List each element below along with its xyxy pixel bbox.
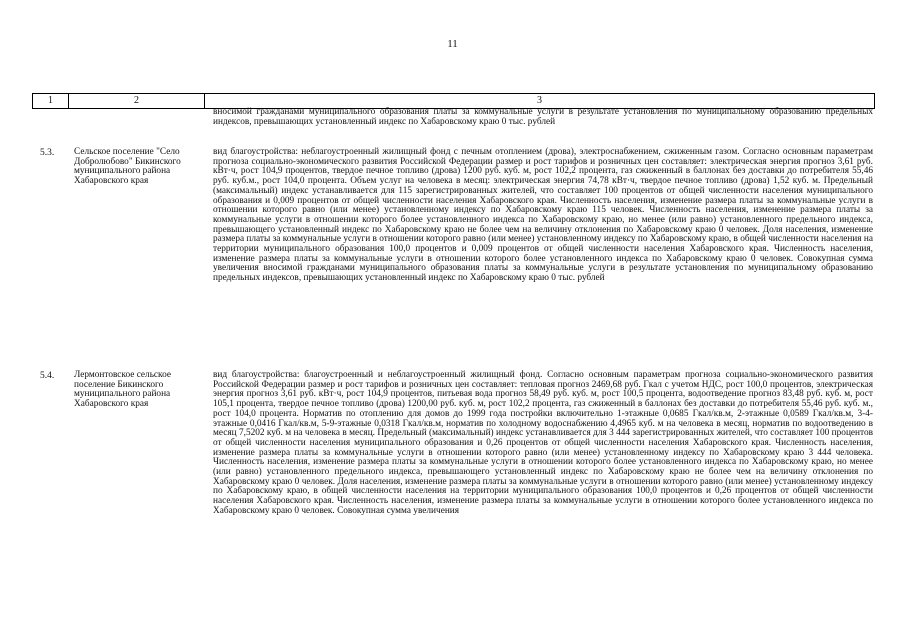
page-number: 11 [447, 38, 458, 50]
row-number: 5.4. [40, 371, 55, 381]
continuation-text: вносимой гражданами муниципального образования платы за коммунальные услуги в результате установления по муниципальному образованию предельных индексов, превышающих установленный индекс по Хабаровскому краю 0 тыс. рублей [213, 107, 873, 127]
row-number: 5.3. [40, 148, 55, 158]
column-header-1: 1 [33, 94, 69, 108]
column-header-3: 3 [537, 95, 542, 106]
row-description: вид благоустройства: неблагоустроенный жилищный фонд с печным отоплением (дрова), электроснабжением, сжиженным газом. Согласно основным параметрам прогноза социально-экономического развития Российской Федерации размер и рост тарифов и розничных цен составляет: электрическая энергия прогноз 3,61 руб. кВт·ч, рост 104,9 процентов, твердое печное топливо (дрова) 1200 руб. куб. м, рост 102,2 процента, газ сжиженный в баллонах без доставки до потребителя 55,46 руб. куб.м., рост 104,0 процента. Объем услуг на человека в месяц: электрическая энергия 74,78 кВт·ч, твердое печное топливо (дрова) 1,52 куб. м. Предельный (максимальный) индекс устанавливается для 115 зарегистрированных жителей, что составляет 100 процентов от общей численности населения муниципального образования и 0,009 процентов от общей численности населения Хабаровского края. Численность населения, изменение размера платы за коммунальные услуги в отношении которого равно (или менее) установленному индексу по Хабаровскому краю 115 человек. Численность населения, изменение размера платы за коммунальные услуги в отношении которого более установленного индекса по Хабаровскому краю, но менее (или равно) установленного предельного индекса, превышающего установленный индекс по Хабаровскому краю не более чем на величину отклонения по Хабаровскому краю 0 человек. Доля населения, изменение размера платы за коммунальные услуги в отношении которого равно (или менее) установленному индексу по Хабаровскому краю, в общей численности населения на территории муниципального образования 100,0 процентов и 0,009 процентов от общей численности населения Хабаровского края. Численность населения, изменение размера платы за коммунальные услуги в отношении которого более установленного индекса по Хабаровскому краю 0 человек. Совокупная сумма увеличения вносимой гражданами муниципального образования платы за коммунальные услуги в результате установления по муниципальному образованию предельных индексов, превышающих установленный индекс по Хабаровскому краю 0 тыс. рублей [213, 147, 873, 284]
column-header-2: 2 [69, 94, 205, 108]
municipality-name: Лермонтовское сельское поселение Бикинского муниципального района Хабаровского края [74, 370, 171, 410]
municipality-name: Сельское поселение "Село Добролюбово" Бикинского муниципального района Хабаровского края [74, 147, 181, 187]
row-description: вид благоустройства: благоустроенный и неблагоустроенный жилищный фонд. Согласно основным параметрам прогноза социально-экономического развития Российской Федерации размер и рост тарифов и розничных цен составляет: тепловая прогноз 2469,68 руб. Гкал с учетом НДС, рост 100,0 процентов, электрическая энергия прогноз 3,61 руб. кВт·ч, рост 104,9 процентов, питьевая вода прогноз 58,49 руб. куб. м, рост 100,5 процента, водоотведение прогноз 83,48 руб. куб. м, рост 105,1 процента, твердое печное топливо (дрова) 1200,00 руб. куб. м, рост 102,2 процента, газ сжиженный в баллонах без доставки до потребителя 55,46 руб. куб. м., рост 104,0 процента. Норматив по отоплению для домов до 1999 года постройки включительно 1-этажные 0,0685 Гкал/кв.м, 2-этажные 0,0589 Гкал/кв.м, 3-4-этажные 0,0416 Гкал/кв.м, 5-9-этажные 0,0318 Гкал/кв.м, норматив по холодному водоснабжению 4,4965 куб. м на человека в месяц, норматив по водоотведению в месяц 7,5202 куб. м на человека в месяц. Предельный (максимальный) индекс устанавливается для 3 444 зарегистрированных жителей, что составляет 100 процентов от общей численности населения муниципального образования и 0,26 процентов от общей численности населения Хабаровского края. Численность населения, изменение размера платы за коммунальные услуги в отношении которого равно (или менее) установленному индексу по Хабаровскому краю 3 444 человека. Численность населения, изменение размера платы за коммунальные услуги в отношении которого более установленного индекса по Хабаровскому краю, но менее (или равно) установленного предельного индекса, превышающего установленный индекс по Хабаровскому краю не более чем на величину отклонения по Хабаровскому краю 0 человек. Доля населения, изменение размера платы за коммунальные услуги в отношении которого равно (или менее) установленному индексу по Хабаровскому краю, в общей численности населения на территории муниципального образования 100,0 процентов и 0,26 процентов от общей численности населения Хабаровского края. Численность населения, изменение размера платы за коммунальные услуги в отношении которого более установленного индекса по Хабаровскому краю 0 человек. Совокупная сумма увеличения [213, 370, 873, 516]
